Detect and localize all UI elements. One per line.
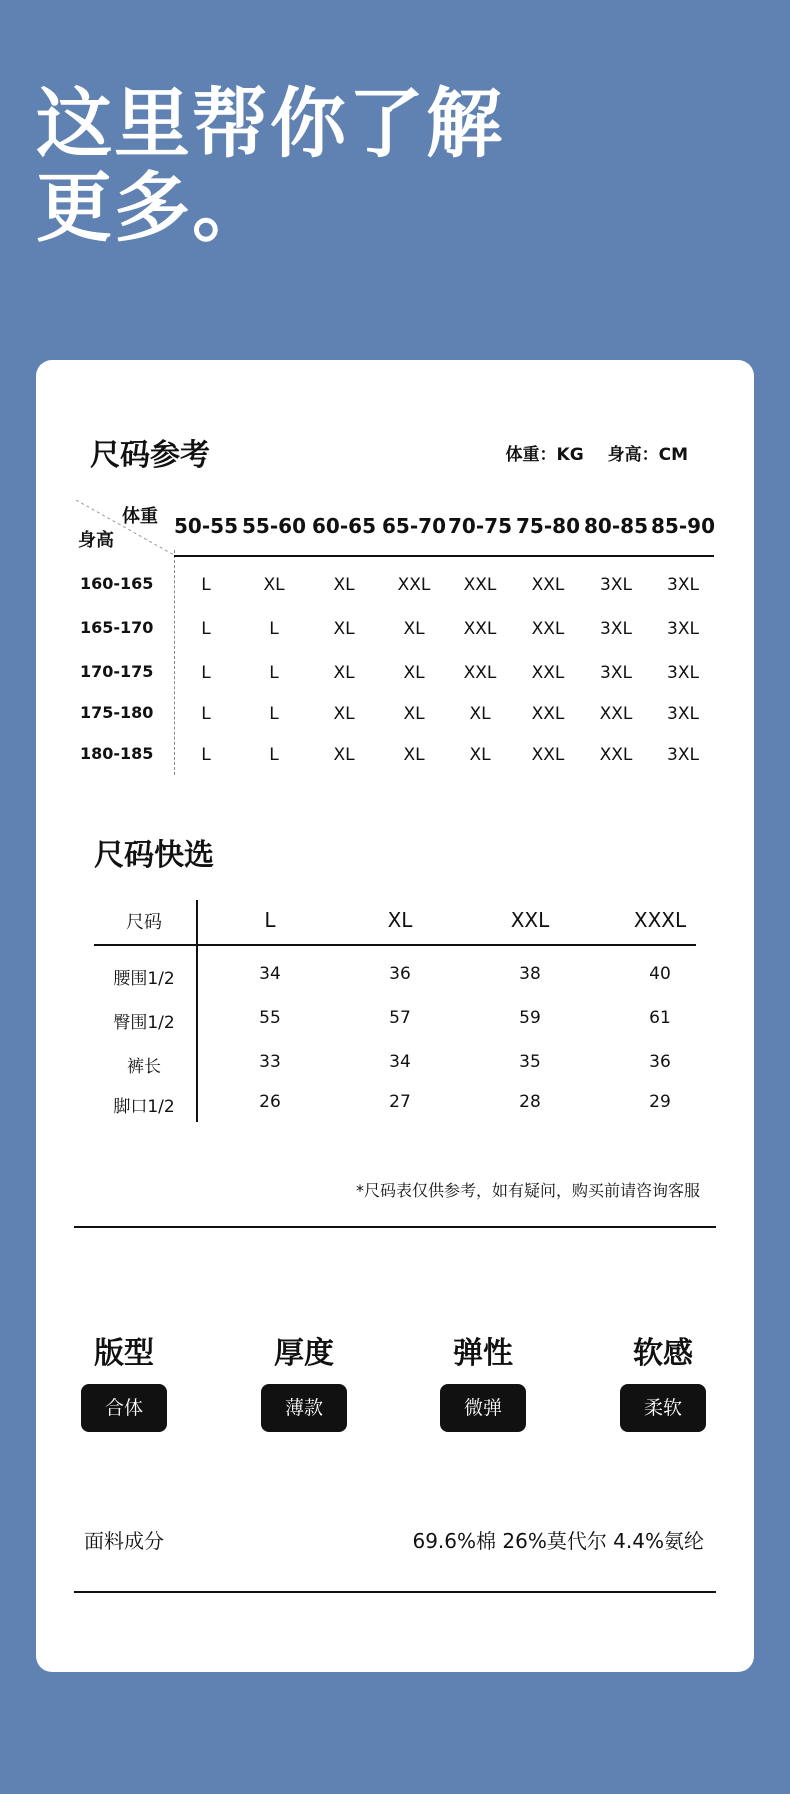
weight-column-header: 65-70 (382, 514, 446, 538)
measurement-value: 59 (519, 1008, 541, 1028)
measurement-label: 臀围1/2 (113, 1013, 175, 1033)
measurement-value: 27 (389, 1092, 411, 1112)
table-divider-horizontal (174, 555, 714, 557)
size-info-card (36, 360, 754, 1672)
measurement-value: 38 (519, 964, 541, 984)
measurement-value: 36 (649, 1052, 671, 1072)
corner-weight-label: 体重 (122, 506, 158, 527)
size-cell: L (201, 575, 211, 595)
size-cell: L (269, 704, 279, 724)
measurement-value: 29 (649, 1092, 671, 1112)
size-cell: 3XL (667, 704, 699, 724)
size-cell: 3XL (600, 619, 632, 639)
fabric-value: 69.6%棉 26%莫代尔 4.4%氨纶 (412, 1529, 704, 1553)
quick-size-title: 尺码快选 (94, 838, 214, 873)
measurement-value: 26 (259, 1092, 281, 1112)
size-cell: L (201, 704, 211, 724)
height-row-header: 170-175 (80, 662, 154, 681)
measurement-label: 腰围1/2 (113, 969, 175, 989)
feature-badge: 微弹 (440, 1384, 526, 1432)
height-row-header: 160-165 (80, 574, 154, 593)
feature-title: 厚度 (274, 1336, 334, 1371)
size-cell: XXL (531, 663, 565, 683)
size-cell: XL (403, 663, 425, 683)
quick-table-divider-vertical (196, 900, 198, 1122)
weight-column-header: 85-90 (651, 514, 715, 538)
feature-badge: 柔软 (620, 1384, 706, 1432)
quick-size-column-header: XXL (510, 908, 550, 932)
size-cell: XL (403, 745, 425, 765)
size-cell: XXL (463, 619, 497, 639)
size-cell: XL (333, 704, 355, 724)
height-unit: 身高：CM (607, 445, 688, 465)
feature-item (608, 1328, 718, 1432)
unit-note (506, 440, 688, 465)
size-cell: XL (469, 704, 491, 724)
measurement-label: 裤长 (127, 1057, 161, 1077)
feature-item (249, 1328, 359, 1432)
size-cell: L (269, 745, 279, 765)
size-cell: XXL (463, 575, 497, 595)
size-cell: XXL (531, 619, 565, 639)
fabric-divider (74, 1591, 716, 1593)
table-divider-vertical (174, 550, 175, 775)
feature-item (428, 1328, 538, 1432)
weight-column-header: 55-60 (242, 514, 306, 538)
size-cell: XXL (397, 575, 431, 595)
fabric-label: 面料成分 (84, 1529, 164, 1553)
feature-badge: 薄款 (261, 1384, 347, 1432)
measurement-value: 34 (259, 964, 281, 984)
corner-height-label: 身高 (78, 530, 114, 551)
measurement-label: 脚口1/2 (113, 1097, 175, 1117)
size-cell: 3XL (667, 619, 699, 639)
measurement-value: 57 (389, 1008, 411, 1028)
size-cell: L (201, 663, 211, 683)
quick-size-table (94, 900, 696, 1122)
size-footnote: *尺码表仅供参考，如有疑问，购买前请咨询客服 (355, 1181, 700, 1200)
section-divider (74, 1226, 716, 1228)
quick-size-column-header: XL (387, 908, 413, 932)
height-row-header: 180-185 (80, 744, 154, 763)
feature-title: 弹性 (453, 1336, 513, 1371)
weight-column-header: 70-75 (448, 514, 512, 538)
size-cell: 3XL (600, 663, 632, 683)
size-cell: 3XL (667, 745, 699, 765)
headline-line-1: 这里帮你了解 (36, 79, 504, 168)
weight-unit: 体重：KG (505, 445, 584, 465)
size-cell: XXL (531, 745, 565, 765)
measurement-value: 61 (649, 1008, 671, 1028)
size-cell: L (269, 663, 279, 683)
quick-size-column-header: XXXL (633, 908, 687, 932)
size-cell: 3XL (667, 663, 699, 683)
size-cell: L (269, 619, 279, 639)
measurement-value: 36 (389, 964, 411, 984)
feature-item (69, 1328, 179, 1432)
measurement-value: 33 (259, 1052, 281, 1072)
size-cell: XL (469, 745, 491, 765)
quick-size-header-label: 尺码 (126, 912, 162, 933)
weight-column-header: 75-80 (516, 514, 580, 538)
measurement-value: 28 (519, 1092, 541, 1112)
weight-column-header: 50-55 (174, 514, 238, 538)
measurement-value: 40 (649, 964, 671, 984)
table-corner (76, 500, 168, 550)
size-cell: 3XL (667, 575, 699, 595)
size-reference-title: 尺码参考 (90, 438, 210, 473)
feature-title: 软感 (633, 1336, 693, 1371)
feature-badge: 合体 (81, 1384, 167, 1432)
height-row-header: 165-170 (80, 618, 154, 637)
size-cell: 3XL (600, 575, 632, 595)
size-cell: XL (403, 704, 425, 724)
measurement-value: 35 (519, 1052, 541, 1072)
size-cell: XL (333, 619, 355, 639)
headline (36, 79, 504, 252)
size-cell: L (201, 619, 211, 639)
size-cell: XXL (599, 745, 633, 765)
weight-column-header: 60-65 (312, 514, 376, 538)
size-cell: L (201, 745, 211, 765)
size-cell: XXL (463, 663, 497, 683)
quick-table-divider-horizontal (94, 944, 696, 946)
measurement-value: 34 (389, 1052, 411, 1072)
size-cell: XL (333, 663, 355, 683)
size-cell: XXL (531, 575, 565, 595)
feature-title: 版型 (94, 1336, 154, 1371)
size-reference-table (76, 500, 714, 775)
size-cell: XL (263, 575, 285, 595)
size-cell: XL (333, 745, 355, 765)
size-cell: XXL (531, 704, 565, 724)
quick-size-column-header: L (264, 908, 276, 932)
headline-line-2: 更多。 (36, 163, 270, 252)
size-cell: XL (333, 575, 355, 595)
weight-column-header: 80-85 (584, 514, 648, 538)
size-cell: XXL (599, 704, 633, 724)
measurement-value: 55 (259, 1008, 281, 1028)
size-cell: XL (403, 619, 425, 639)
height-row-header: 175-180 (80, 703, 154, 722)
